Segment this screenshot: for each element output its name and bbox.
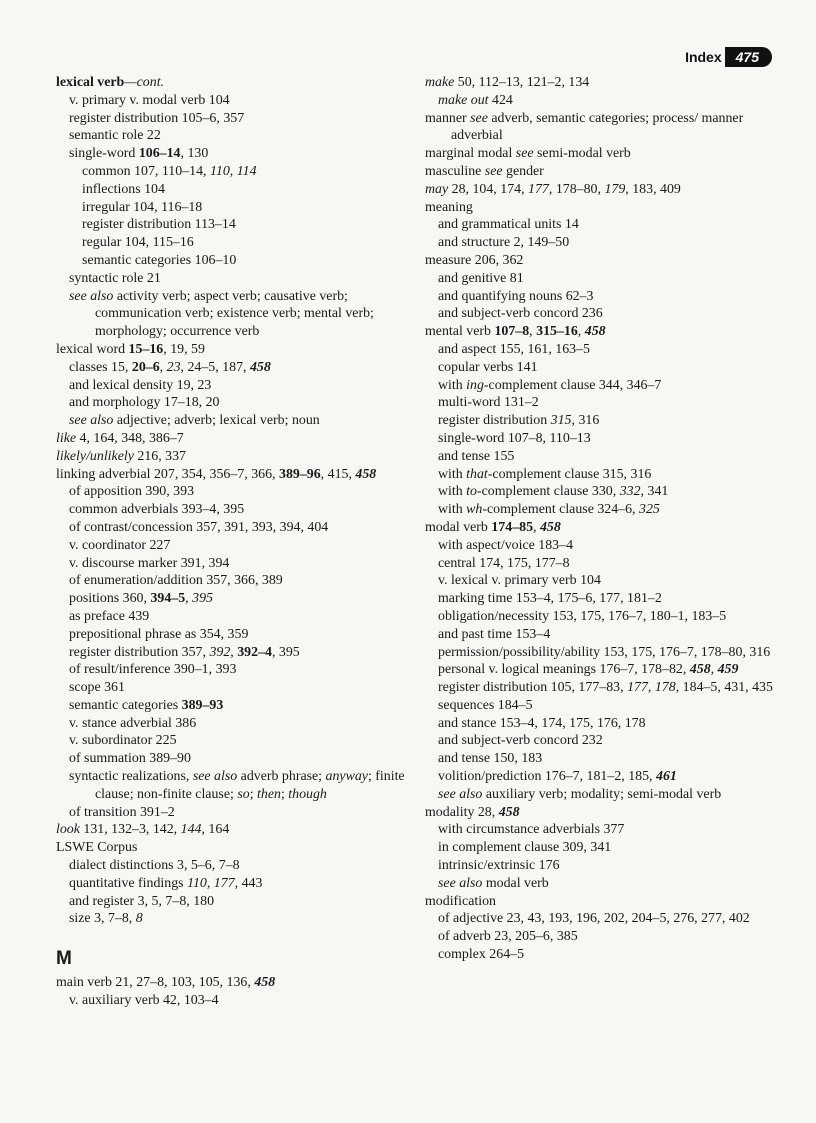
entry-text: mental verb bbox=[425, 324, 495, 340]
index-headword-entry bbox=[56, 974, 416, 992]
index-subentry bbox=[425, 501, 780, 519]
entry-text: inflections 104 bbox=[82, 181, 165, 197]
index-column-left bbox=[56, 74, 416, 1010]
entry-text: with bbox=[438, 466, 467, 482]
entry-text: adverb, semantic categories; process/ manner adverbial bbox=[451, 110, 744, 144]
entry-text: 389–93 bbox=[181, 697, 224, 713]
entry-text: , bbox=[185, 591, 193, 607]
index-subentry bbox=[425, 270, 780, 288]
index-subentry bbox=[56, 893, 416, 911]
entry-text: multi-word 131–2 bbox=[438, 395, 539, 411]
entry-text: 459 bbox=[717, 662, 739, 678]
entry-text: may bbox=[425, 181, 449, 197]
entry-text: permission/possibility/ability 153, 175, 176–7, 178–80, 316 bbox=[438, 644, 771, 660]
index-headword-entry bbox=[425, 163, 780, 181]
entry-text: see bbox=[484, 163, 503, 179]
entry-text: v. stance adverbial 386 bbox=[69, 715, 197, 731]
entry-text: semi-modal verb bbox=[533, 146, 631, 162]
entry-text: 458 bbox=[249, 359, 271, 375]
entry-text: of apposition 390, 393 bbox=[69, 484, 195, 500]
entry-text: see bbox=[470, 110, 488, 126]
entry-text: v. primary v. modal verb 104 bbox=[69, 92, 230, 108]
entry-text: of adverb 23, 205–6, 385 bbox=[438, 929, 578, 945]
entry-text: -complement clause 344, 346–7 bbox=[483, 377, 662, 393]
entry-text: central 174, 175, 177–8 bbox=[438, 555, 570, 571]
index-subentry bbox=[56, 750, 416, 768]
index-subentry bbox=[425, 910, 780, 928]
entry-text: and stance 153–4, 174, 175, 176, 178 bbox=[438, 715, 646, 731]
index-headword-entry bbox=[56, 448, 416, 466]
entry-text: 389–96 bbox=[279, 466, 321, 482]
index-headword-entry bbox=[56, 341, 416, 359]
index-subentry bbox=[56, 804, 416, 822]
index-subentry bbox=[56, 715, 416, 733]
index-headword-entry bbox=[425, 804, 780, 822]
entry-text: and tense 155 bbox=[438, 448, 515, 464]
index-column-right bbox=[425, 74, 780, 964]
entry-text: , 164 bbox=[201, 822, 230, 838]
entry-text: masculine bbox=[425, 163, 485, 179]
index-headword-entry bbox=[56, 74, 416, 92]
index-subentry bbox=[425, 715, 780, 733]
index-subentry bbox=[425, 92, 780, 110]
entry-text: 8 bbox=[135, 911, 143, 927]
entry-text: wh bbox=[466, 502, 483, 518]
entry-text: 395 bbox=[192, 591, 213, 607]
entry-text: dialect distinctions 3, 5–6, 7–8 bbox=[69, 858, 240, 874]
index-subentry bbox=[425, 359, 780, 377]
entry-text: of result/inference 390–1, 393 bbox=[69, 662, 237, 678]
entry-text: with bbox=[438, 502, 467, 518]
index-subentry bbox=[425, 537, 780, 555]
index-subentry bbox=[425, 305, 780, 323]
index-headword-entry bbox=[425, 519, 780, 537]
index-subentry bbox=[425, 466, 780, 484]
entry-text: 458 bbox=[355, 466, 377, 482]
entry-text: with aspect/voice 183–4 bbox=[438, 537, 574, 553]
entry-text: 315–16 bbox=[536, 324, 578, 340]
index-subentry bbox=[56, 519, 416, 537]
index-subentry bbox=[425, 412, 780, 430]
entry-text: 332 bbox=[619, 484, 641, 500]
page-number-badge: 475 bbox=[725, 47, 772, 67]
entry-text: make out bbox=[438, 92, 489, 108]
entry-text: 107–8 bbox=[494, 324, 530, 340]
index-subentry bbox=[425, 555, 780, 573]
index-subentry bbox=[425, 768, 780, 786]
entry-text: , bbox=[159, 359, 167, 375]
entry-text: with bbox=[438, 377, 467, 393]
entry-text: main verb 21, 27–8, 103, 105, 136, bbox=[56, 975, 255, 991]
entry-text: 110, 177 bbox=[187, 875, 235, 891]
entry-text: and past time 153–4 bbox=[438, 626, 551, 642]
entry-text: sequences 184–5 bbox=[438, 697, 533, 713]
entry-text: manner bbox=[425, 110, 471, 126]
entry-text: of enumeration/addition 357, 366, 389 bbox=[69, 573, 283, 589]
entry-text: LSWE Corpus bbox=[56, 840, 138, 856]
entry-text: , bbox=[529, 324, 537, 340]
entry-text: 392 bbox=[209, 644, 231, 660]
index-subentry bbox=[425, 590, 780, 608]
index-subentry bbox=[56, 377, 416, 395]
entry-text: and lexical density 19, 23 bbox=[69, 377, 212, 393]
entry-text: common 107, 110–14, bbox=[82, 163, 210, 179]
index-subentry bbox=[425, 341, 780, 359]
index-subentry bbox=[56, 252, 416, 270]
entry-text: , 183, 409 bbox=[625, 181, 681, 197]
index-headword-entry bbox=[425, 145, 780, 163]
entry-text: complex 264–5 bbox=[438, 947, 525, 963]
index-subentry bbox=[425, 626, 780, 644]
entry-text: syntactic role 21 bbox=[69, 270, 161, 286]
entry-text: and grammatical units 14 bbox=[438, 217, 579, 233]
entry-text: , 395 bbox=[271, 644, 300, 660]
entry-text: 458 bbox=[689, 662, 711, 678]
entry-text: make bbox=[425, 75, 455, 90]
entry-text: see bbox=[515, 146, 534, 162]
entry-text: and tense 150, 183 bbox=[438, 751, 543, 767]
entry-text: -complement clause 315, 316 bbox=[487, 466, 652, 482]
entry-text: auxiliary verb; modality; semi-modal verb bbox=[482, 786, 722, 802]
index-headword-entry bbox=[425, 181, 780, 199]
entry-text: semantic categories bbox=[69, 697, 182, 713]
index-headword-entry bbox=[425, 252, 780, 270]
entry-text: scope 361 bbox=[69, 680, 125, 696]
entry-text: with circumstance adverbials 377 bbox=[438, 822, 625, 838]
entry-text: ; finite clause; non-finite clause; bbox=[95, 769, 405, 802]
index-headword-entry bbox=[425, 74, 780, 92]
index-subentry bbox=[56, 626, 416, 644]
entry-text: see also bbox=[192, 769, 238, 785]
entry-text: 144 bbox=[180, 822, 202, 838]
index-subentry bbox=[425, 928, 780, 946]
entry-text: -complement clause 324–6, bbox=[482, 502, 639, 518]
index-subentry bbox=[425, 679, 780, 697]
entry-text: in complement clause 309, 341 bbox=[438, 840, 612, 856]
entry-text: volition/prediction 176–7, 181–2, 185, bbox=[438, 769, 656, 785]
index-subentry bbox=[425, 430, 780, 448]
entry-text: ing bbox=[466, 377, 484, 393]
entry-text: obligation/necessity 153, 175, 176–7, 180–1, 183–5 bbox=[438, 608, 727, 624]
entry-text: look bbox=[56, 822, 80, 838]
entry-text: of summation 389–90 bbox=[69, 751, 191, 767]
entry-text: see also bbox=[69, 288, 114, 304]
entry-text: , 19, 59 bbox=[163, 341, 205, 357]
entry-text: register distribution bbox=[438, 413, 551, 429]
entry-text: and structure 2, 149–50 bbox=[438, 235, 570, 251]
entry-text: v. coordinator 227 bbox=[69, 537, 171, 553]
entry-text: modification bbox=[425, 893, 496, 909]
entry-text: 106–14 bbox=[138, 146, 181, 162]
index-subentry bbox=[425, 234, 780, 252]
index-subentry bbox=[56, 483, 416, 501]
entry-text: single-word bbox=[69, 146, 139, 162]
entry-text: marking time 153–4, 175–6, 177, 181–2 bbox=[438, 591, 662, 607]
entry-text: that bbox=[466, 466, 488, 482]
entry-text: size 3, 7–8, bbox=[69, 911, 136, 927]
entry-text: modal verb bbox=[482, 875, 549, 891]
entry-text: register distribution 105–6, 357 bbox=[69, 110, 245, 126]
index-subentry bbox=[425, 875, 780, 893]
entry-text: v. subordinator 225 bbox=[69, 733, 177, 749]
entry-text: 458 bbox=[539, 519, 561, 535]
index-subentry bbox=[425, 821, 780, 839]
entry-text: 458 bbox=[498, 804, 520, 820]
entry-text: though bbox=[288, 786, 327, 802]
entry-text: 15–16 bbox=[128, 341, 164, 357]
entry-text: so bbox=[237, 786, 250, 802]
entry-text: and genitive 81 bbox=[438, 270, 524, 286]
entry-text: , bbox=[230, 644, 238, 660]
entry-text: ; bbox=[280, 786, 289, 802]
index-subentry bbox=[56, 679, 416, 697]
index-subentry bbox=[425, 839, 780, 857]
entry-text: , bbox=[577, 324, 585, 340]
entry-text: classes 15, bbox=[69, 359, 132, 375]
entry-text: —cont. bbox=[124, 75, 165, 90]
entry-text: , 130 bbox=[180, 146, 209, 162]
entry-text: measure 206, 362 bbox=[425, 252, 524, 268]
entry-text: 177 bbox=[528, 181, 549, 197]
entry-text: personal v. logical meanings 176–7, 178–82, bbox=[438, 662, 690, 678]
index-subentry bbox=[56, 608, 416, 626]
index-subentry bbox=[425, 572, 780, 590]
entry-text: 50, 112–13, 121–2, 134 bbox=[454, 75, 590, 90]
header-label: Index bbox=[685, 49, 722, 65]
entry-text: modality 28, bbox=[425, 804, 499, 820]
index-subentry bbox=[425, 697, 780, 715]
entry-text: of transition 391–2 bbox=[69, 804, 175, 820]
entry-text: lexical word bbox=[56, 341, 129, 357]
entry-text: semantic categories 106–10 bbox=[82, 252, 237, 268]
entry-text: 461 bbox=[656, 769, 677, 785]
entry-text: , 341 bbox=[640, 484, 669, 500]
index-subentry bbox=[56, 661, 416, 679]
index-subentry bbox=[425, 946, 780, 964]
entry-text: 110, 114 bbox=[209, 163, 257, 179]
entry-text: , 178–80, bbox=[548, 181, 605, 197]
entry-text: 325 bbox=[639, 502, 660, 518]
index-subentry bbox=[425, 216, 780, 234]
index-subentry bbox=[56, 199, 416, 217]
entry-text: intrinsic/extrinsic 176 bbox=[438, 858, 560, 874]
entry-text: linking adverbial 207, 354, 356–7, 366, bbox=[56, 466, 279, 482]
entry-text: 4, 164, 348, 386–7 bbox=[76, 430, 184, 446]
index-subentry bbox=[425, 394, 780, 412]
entry-text: and register 3, 5, 7–8, 180 bbox=[69, 893, 215, 909]
index-subentry bbox=[56, 537, 416, 555]
entry-text: 392–4 bbox=[237, 644, 272, 660]
index-subentry bbox=[56, 768, 416, 804]
entry-text: syntactic realizations, bbox=[69, 769, 193, 785]
index-subentry bbox=[425, 750, 780, 768]
index-subentry bbox=[425, 786, 780, 804]
entry-text: , 443 bbox=[234, 875, 263, 891]
entry-text: and morphology 17–18, 20 bbox=[69, 395, 220, 411]
index-subentry bbox=[425, 483, 780, 501]
entry-text: 424 bbox=[488, 92, 513, 108]
entry-text: 315 bbox=[550, 413, 572, 429]
index-subentry bbox=[425, 857, 780, 875]
entry-text: quantitative findings bbox=[69, 875, 188, 891]
index-subentry bbox=[425, 288, 780, 306]
entry-text: common adverbials 393–4, 395 bbox=[69, 502, 245, 518]
entry-text: anyway bbox=[325, 769, 368, 785]
entry-text: , 184–5, 431, 435 bbox=[675, 680, 773, 696]
entry-text: v. lexical v. primary verb 104 bbox=[438, 573, 601, 589]
entry-text: then bbox=[257, 786, 281, 802]
entry-text: lexical verb bbox=[56, 75, 125, 90]
entry-text: see also bbox=[69, 413, 114, 429]
index-subentry bbox=[56, 992, 416, 1010]
index-subentry bbox=[56, 270, 416, 288]
entry-text: 177 bbox=[627, 680, 648, 696]
index-subentry bbox=[56, 110, 416, 128]
entry-text: semantic role 22 bbox=[69, 128, 161, 144]
entry-text: with bbox=[438, 484, 467, 500]
index-headword-entry bbox=[425, 199, 780, 217]
entry-text: , 24–5, 187, bbox=[180, 359, 250, 375]
entry-text: v. discourse marker 391, 394 bbox=[69, 555, 230, 571]
section-letter-heading: M bbox=[56, 948, 72, 970]
index-headword-entry bbox=[425, 893, 780, 911]
index-subentry bbox=[56, 92, 416, 110]
index-subentry bbox=[56, 857, 416, 875]
index-subentry bbox=[56, 572, 416, 590]
index-subentry bbox=[56, 394, 416, 412]
entry-text: register distribution 105, 177–83, bbox=[438, 680, 628, 696]
entry-text: prepositional phrase as 354, 359 bbox=[69, 626, 249, 642]
index-subentry bbox=[56, 644, 416, 662]
entry-text: 28, 104, 174, bbox=[448, 181, 529, 197]
entry-text: 174–85 bbox=[491, 519, 534, 535]
entry-text: copular verbs 141 bbox=[438, 359, 538, 375]
index-subentry bbox=[56, 359, 416, 377]
index-subentry bbox=[56, 697, 416, 715]
entry-text: gender bbox=[502, 163, 544, 179]
entry-text: meaning bbox=[425, 199, 473, 215]
entry-text: register distribution 357, bbox=[69, 644, 210, 660]
entry-text: adverb phrase; bbox=[237, 769, 326, 785]
index-subentry bbox=[425, 732, 780, 750]
entry-text: like bbox=[56, 430, 77, 446]
entry-text: 216, 337 bbox=[133, 448, 186, 464]
index-headword-entry bbox=[56, 839, 416, 857]
index-subentry bbox=[56, 145, 416, 163]
index-headword-entry bbox=[56, 430, 416, 448]
entry-text: as preface 439 bbox=[69, 608, 150, 624]
index-subentry bbox=[56, 412, 416, 430]
index-subentry bbox=[56, 216, 416, 234]
index-subentry bbox=[425, 448, 780, 466]
entry-text: , bbox=[710, 662, 718, 678]
index-subentry bbox=[56, 875, 416, 893]
entry-text: irregular 104, 116–18 bbox=[82, 199, 203, 215]
entry-text: activity verb; aspect verb; causative verb; communication verb; existence verb; mental verb; morphology; occurrence verb bbox=[95, 288, 374, 340]
entry-text: 23 bbox=[166, 359, 181, 375]
entry-text: 178 bbox=[654, 680, 676, 696]
entry-text: regular 104, 115–16 bbox=[82, 235, 194, 251]
index-subentry bbox=[56, 910, 416, 928]
entry-text: , 415, bbox=[320, 466, 356, 482]
index-subentry bbox=[56, 555, 416, 573]
entry-text: and subject-verb concord 236 bbox=[438, 306, 603, 322]
index-subentry bbox=[425, 608, 780, 626]
running-header bbox=[685, 46, 772, 68]
index-headword-entry bbox=[56, 821, 416, 839]
index-headword-entry bbox=[425, 323, 780, 341]
index-subentry bbox=[56, 163, 416, 181]
entry-text: single-word 107–8, 110–13 bbox=[438, 430, 591, 446]
entry-text: register distribution 113–14 bbox=[82, 217, 236, 233]
entry-text: modal verb bbox=[425, 519, 492, 535]
entry-text: 458 bbox=[254, 975, 276, 991]
entry-text: see also bbox=[438, 875, 483, 891]
entry-text: 458 bbox=[584, 324, 606, 340]
entry-text: ; bbox=[249, 786, 258, 802]
entry-text: v. auxiliary verb 42, 103–4 bbox=[69, 992, 219, 1008]
index-subentry bbox=[56, 181, 416, 199]
entry-text: positions 360, bbox=[69, 591, 151, 607]
entry-text: adjective; adverb; lexical verb; noun bbox=[113, 413, 320, 429]
index-headword-entry bbox=[56, 466, 416, 484]
index-subentry bbox=[425, 377, 780, 395]
entry-text: to bbox=[466, 484, 477, 500]
entry-text: , 316 bbox=[571, 413, 600, 429]
index-subentry bbox=[425, 661, 780, 679]
entry-text: and subject-verb concord 232 bbox=[438, 733, 603, 749]
index-subentry bbox=[425, 644, 780, 662]
index-subentry bbox=[56, 288, 416, 341]
entry-text: 394–5 bbox=[150, 591, 186, 607]
index-subentry bbox=[56, 501, 416, 519]
index-subentry bbox=[56, 732, 416, 750]
index-headword-entry bbox=[425, 110, 780, 146]
entry-text: of contrast/concession 357, 391, 393, 394, 404 bbox=[69, 519, 329, 535]
entry-text: 131, 132–3, 142, bbox=[79, 822, 181, 838]
entry-text: and quantifying nouns 62–3 bbox=[438, 288, 594, 304]
entry-text: of adjective 23, 43, 193, 196, 202, 204–5, 276, 277, 402 bbox=[438, 911, 750, 927]
index-subentry bbox=[56, 590, 416, 608]
section-gap bbox=[56, 928, 416, 946]
entry-text: , bbox=[647, 680, 655, 696]
entry-text: , bbox=[533, 519, 540, 535]
entry-text: see also bbox=[438, 786, 483, 802]
entry-text: 179 bbox=[604, 181, 626, 197]
entry-text: -complement clause 330, bbox=[476, 484, 620, 500]
entry-text: 20–6 bbox=[131, 359, 160, 375]
index-subentry bbox=[56, 127, 416, 145]
entry-text: and aspect 155, 161, 163–5 bbox=[438, 341, 590, 357]
entry-text: likely/unlikely bbox=[56, 448, 134, 464]
index-subentry bbox=[56, 234, 416, 252]
entry-text: marginal modal bbox=[425, 146, 516, 162]
